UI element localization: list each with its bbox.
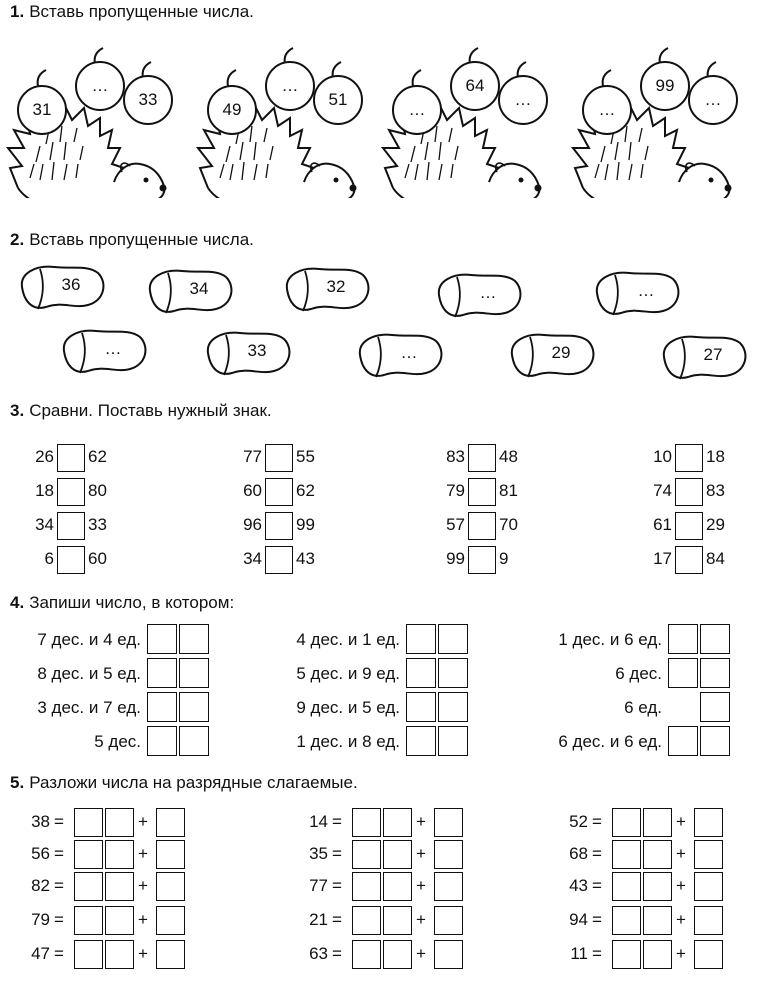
compare-left-number: 57 [446,515,465,534]
place-value-label: 7 дес. и 4 ед. [37,630,141,649]
compare-left-number: 10 [653,447,672,466]
compare-left-number: 99 [446,549,465,568]
digit-box-1[interactable] [352,940,381,969]
digit-box-3[interactable] [156,808,185,837]
footprint-number: 27 [703,345,723,364]
task-1-title: 1. Вставь пропущенные числа. [10,2,254,21]
digit-box-3[interactable] [434,808,463,837]
digit-box-2[interactable] [643,872,672,901]
place-value-label: 4 дес. и 1 ед. [296,630,400,649]
compare-right-number: 81 [499,481,518,500]
digit-box-3[interactable] [694,808,723,837]
expand-number: 47 [31,944,50,963]
digit-box-2[interactable] [643,940,672,969]
digit-box-1[interactable] [74,840,103,869]
place-value-label: 8 дес. и 5 ед. [37,664,141,683]
digit-box-3[interactable] [434,940,463,969]
compare-sign-box[interactable] [57,444,85,472]
apple-number: 49 [222,100,242,119]
digit-box-1[interactable] [612,940,641,969]
compare-left-number: 34 [35,515,54,534]
footprint-number: … [479,283,497,302]
compare-right-number: 60 [88,549,107,568]
place-value-label: 1 дес. и 6 ед. [558,630,662,649]
plus-sign: + [138,876,148,895]
digit-box-3[interactable] [694,872,723,901]
place-value-label: 1 дес. и 8 ед. [296,732,400,751]
equals-sign: = [592,876,602,895]
expand-number: 21 [309,910,328,929]
hedgehog-1 [8,48,172,198]
digit-box-3[interactable] [156,906,185,935]
expand-number: 35 [309,844,328,863]
apple-number: … [281,76,299,95]
digit-box-1[interactable] [612,872,641,901]
units-digit-box[interactable] [179,624,209,654]
compare-sign-box[interactable] [675,478,703,506]
digit-box-1[interactable] [74,940,103,969]
compare-sign-box[interactable] [265,512,293,540]
hedgehog-3 [383,48,547,198]
digit-box-2[interactable] [383,808,412,837]
plus-sign: + [138,944,148,963]
compare-left-number: 34 [243,549,262,568]
compare-right-number: 29 [706,515,725,534]
equals-sign: = [332,876,342,895]
compare-sign-box[interactable] [57,478,85,506]
compare-sign-box[interactable] [57,546,85,574]
equals-sign: = [54,844,64,863]
plus-sign: + [676,812,686,831]
compare-sign-box[interactable] [468,478,496,506]
digit-box-2[interactable] [643,808,672,837]
footprints-illustration [0,255,768,395]
expand-number: 38 [31,812,50,831]
plus-sign: + [138,844,148,863]
digit-box-1[interactable] [352,808,381,837]
apple-number: 33 [138,90,158,109]
apple-number: … [408,100,426,119]
equals-sign: = [592,910,602,929]
expand-number: 63 [309,944,328,963]
units-digit-box[interactable] [700,726,730,756]
apple-number: … [91,76,109,95]
apple-number: … [514,90,532,109]
equals-sign: = [332,944,342,963]
hedgehog-2 [198,48,362,198]
hedgehogs-illustration [0,28,768,198]
compare-right-number: 70 [499,515,518,534]
digit-box-2[interactable] [105,906,134,935]
place-value-label: 6 ед. [624,698,662,717]
digit-box-3[interactable] [156,940,185,969]
expand-number: 77 [309,876,328,895]
plus-sign: + [676,910,686,929]
compare-right-number: 83 [706,481,725,500]
tens-digit-box[interactable] [668,624,698,654]
compare-left-number: 83 [446,447,465,466]
apple-number: … [598,100,616,119]
units-digit-box[interactable] [700,658,730,688]
plus-sign: + [138,910,148,929]
compare-sign-box[interactable] [675,546,703,574]
units-digit-box[interactable] [700,624,730,654]
digit-box-3[interactable] [434,872,463,901]
apple-number: 99 [655,76,675,95]
compare-sign-box[interactable] [468,512,496,540]
compare-right-number: 48 [499,447,518,466]
digit-box-1[interactable] [612,840,641,869]
compare-left-number: 18 [35,481,54,500]
tens-digit-box[interactable] [147,692,177,722]
task-4-title: 4. Запиши число, в котором: [10,593,235,612]
tens-digit-box[interactable] [406,658,436,688]
compare-left-number: 26 [35,447,54,466]
plus-sign: + [416,844,426,863]
compare-right-number: 43 [296,549,315,568]
compare-left-number: 77 [243,447,262,466]
plus-sign: + [676,944,686,963]
compare-sign-box[interactable] [57,512,85,540]
compare-left-number: 79 [446,481,465,500]
place-value-label: 5 дес. [94,732,141,751]
footprint-number: 32 [326,277,346,296]
plus-sign: + [676,844,686,863]
expand-number: 82 [31,876,50,895]
equals-sign: = [332,812,342,831]
digit-box-1[interactable] [352,906,381,935]
place-value-label: 9 дес. и 5 ед. [296,698,400,717]
compare-right-number: 84 [706,549,725,568]
compare-right-number: 62 [296,481,315,500]
digit-box-2[interactable] [105,940,134,969]
tens-digit-box[interactable] [406,692,436,722]
digit-box-2[interactable] [105,808,134,837]
plus-sign: + [416,876,426,895]
tens-digit-box[interactable] [668,658,698,688]
expand-number: 79 [31,910,50,929]
compare-left-number: 96 [243,515,262,534]
compare-sign-box[interactable] [675,444,703,472]
digit-box-3[interactable] [434,906,463,935]
compare-left-number: 61 [653,515,672,534]
task-2-title: 2. Вставь пропущенные числа. [10,230,254,249]
compare-sign-box[interactable] [675,512,703,540]
tens-digit-box[interactable] [147,658,177,688]
digit-box-3[interactable] [694,940,723,969]
compare-sign-box[interactable] [265,444,293,472]
task-5-title: 5. Разложи числа на разрядные слагаемые. [10,773,358,792]
footprint-number: 36 [61,275,81,294]
tens-digit-box[interactable] [668,726,698,756]
plus-sign: + [676,876,686,895]
compare-right-number: 18 [706,447,725,466]
digit-box-2[interactable] [105,872,134,901]
compare-left-number: 60 [243,481,262,500]
digit-box-1[interactable] [612,808,641,837]
apple-number: … [704,90,722,109]
footprint-number: … [400,343,418,362]
equals-sign: = [592,812,602,831]
expand-number: 14 [309,812,328,831]
digit-box-2[interactable] [383,940,412,969]
units-digit-box[interactable] [700,692,730,722]
place-value-label: 6 дес. [615,664,662,683]
tens-digit-box[interactable] [147,726,177,756]
plus-sign: + [138,812,148,831]
digit-box-3[interactable] [156,872,185,901]
equals-sign: = [332,844,342,863]
expand-number: 68 [569,844,588,863]
tens-digit-box[interactable] [406,624,436,654]
footprint-number: 29 [551,343,571,362]
tens-digit-box[interactable] [147,624,177,654]
expand-number: 94 [569,910,588,929]
compare-left-number: 74 [653,481,672,500]
digit-box-1[interactable] [74,872,103,901]
tens-digit-box[interactable] [406,726,436,756]
compare-sign-box[interactable] [265,478,293,506]
digit-box-1[interactable] [612,906,641,935]
digit-box-2[interactable] [105,840,134,869]
equals-sign: = [592,944,602,963]
units-digit-box[interactable] [179,726,209,756]
footprint-number: … [637,281,655,300]
digit-box-2[interactable] [643,840,672,869]
plus-sign: + [416,944,426,963]
equals-sign: = [54,876,64,895]
compare-sign-box[interactable] [468,444,496,472]
footprint-number: 33 [247,341,267,360]
hedgehog-4 [573,48,737,198]
place-value-label: 3 дес. и 7 ед. [37,698,141,717]
equals-sign: = [54,812,64,831]
units-digit-box[interactable] [179,658,209,688]
digit-box-2[interactable] [383,872,412,901]
compare-right-number: 80 [88,481,107,500]
task-3-title: 3. Сравни. Поставь нужный знак. [10,401,272,420]
apple-number: 64 [465,76,485,95]
units-digit-box[interactable] [438,624,468,654]
compare-sign-box[interactable] [468,546,496,574]
place-value-label: 6 дес. и 6 ед. [558,732,662,751]
digit-box-1[interactable] [352,840,381,869]
units-digit-box[interactable] [438,726,468,756]
expand-number: 52 [569,812,588,831]
compare-sign-box[interactable] [265,546,293,574]
digit-box-2[interactable] [383,840,412,869]
digit-box-3[interactable] [694,906,723,935]
equals-sign: = [592,844,602,863]
compare-left-number: 17 [653,549,672,568]
plus-sign: + [416,910,426,929]
compare-right-number: 55 [296,447,315,466]
equals-sign: = [332,910,342,929]
place-value-label: 5 дес. и 9 ед. [296,664,400,683]
units-digit-box[interactable] [179,692,209,722]
compare-right-number: 9 [499,549,509,568]
footprint-number: 34 [189,279,209,298]
compare-left-number: 6 [44,549,54,568]
digit-box-3[interactable] [694,840,723,869]
equals-sign: = [54,910,64,929]
equals-sign: = [54,944,64,963]
digit-box-2[interactable] [643,906,672,935]
digit-box-2[interactable] [383,906,412,935]
apple-number: 51 [328,90,348,109]
compare-right-number: 62 [88,447,107,466]
units-digit-box[interactable] [438,658,468,688]
compare-right-number: 99 [296,515,315,534]
digit-box-1[interactable] [352,872,381,901]
digit-box-1[interactable] [74,906,103,935]
units-digit-box[interactable] [438,692,468,722]
expand-number: 43 [569,876,588,895]
plus-sign: + [416,812,426,831]
footprint-number: … [104,339,122,358]
digit-box-1[interactable] [74,808,103,837]
digit-box-3[interactable] [156,840,185,869]
expand-number: 56 [31,844,50,863]
expand-number: 11 [570,944,588,963]
compare-right-number: 33 [88,515,107,534]
digit-box-3[interactable] [434,840,463,869]
apple-number: 31 [32,100,52,119]
